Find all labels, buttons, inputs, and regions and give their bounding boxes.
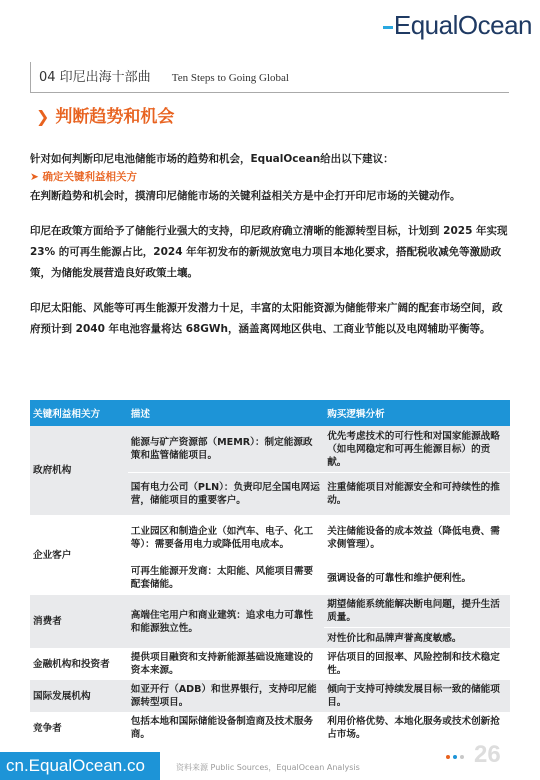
dot-icon [453,755,457,759]
party-cell: 消费者 [30,595,128,648]
party-cell: 政府机构 [30,426,128,515]
table-row [30,515,510,561]
desc-cell: 如亚开行（ADB）和世界银行，支持印尼能源转型项目。 [128,680,324,712]
desc-cell: 工业园区和制造企业（如汽车、电子、化工等）：需要备用电力或降低用电成本。 [128,515,324,561]
footer-site-link[interactable]: cn.EqualOcean.co [0,752,160,780]
footer-source: 资料来源 Public Sources，EqualOcean Analysis [176,763,360,772]
logo-text-right: cean [477,10,532,40]
section-title-text: 判断趋势和机会 [55,107,175,127]
logo-bar-icon [383,26,393,29]
paragraph-2: 印尼在政策方面给予了储能行业强大的支持，印尼政府确立清晰的能源转型目标，计划到 2025 年实现 23% 的可再生能源占比，2024 年年初发布的新规放宽电力项目本地化要求，搭配税收减免等激励政策，为储能发展营造良好政策土壤。 [30,225,508,279]
chevron-right-icon: ❯ [36,107,50,126]
table-row [30,712,510,744]
desc-cell: 可再生能源开发商：太阳能、风能项目需要配套储能。 [128,561,324,595]
party-cell: 国际发展机构 [30,680,128,712]
equalocean-logo [383,10,532,41]
desc-cell: 国有电力公司（PLN）：负责印尼全国电网运营，储能项目的重要客户。 [128,473,324,516]
table-header-cell: 描述 [128,400,324,426]
party-cell: 竞争者 [30,712,128,744]
footer-dots [446,755,467,759]
subheading [30,168,512,186]
subheading-text: 确定关键利益相关方 [42,171,137,183]
chapter-title-cn: 04 印尼出海十部曲 [39,70,151,85]
party-cell: 企业客户 [30,515,128,595]
dot-icon [446,755,450,759]
body-content [30,150,512,340]
stakeholder-table [30,400,510,744]
logic-cell: 期望储能系统能解决断电问题，提升生活质量。 [324,595,510,628]
desc-cell: 提供项目融资和支持新能源基础设施建设的资本来源。 [128,648,324,680]
triangle-right-icon: ➤ [30,171,43,183]
desc-cell: 高端住宅用户和商业建筑：追求电力可靠性和能源独立性。 [128,595,324,648]
logic-cell: 优先考虑技术的可行性和对国家能源战略（如电网稳定和可再生能源目标）的贡献。 [324,426,510,473]
logic-cell: 对性价比和品牌声誉高度敏感。 [324,628,510,649]
logic-cell: 评估项目的回报率、风险控制和技术稳定性。 [324,648,510,680]
desc-cell: 能源与矿产资源部（MEMR）：制定能源政策和监管储能项目。 [128,426,324,473]
table-row [30,680,510,712]
party-cell: 金融机构和投资者 [30,648,128,680]
logic-cell: 强调设备的可靠性和维护便利性。 [324,561,510,595]
page-number: 26 [474,741,501,768]
chapter-header [30,62,509,93]
logic-cell: 倾向于支持可持续发展目标一致的储能项目。 [324,680,510,712]
table-header-row [30,400,510,426]
dot-icon [460,755,464,759]
table-row [30,426,510,473]
logo-text-left: Equal [393,10,458,40]
desc-cell: 包括本地和国际储能设备制造商及技术服务商。 [128,712,324,744]
lead-paragraph: 针对如何判断印尼电池储能市场的趋势和机会，EqualOcean给出以下建议： [30,153,394,165]
table-header-cell: 购买逻辑分析 [324,400,510,426]
table-row [30,595,510,628]
logo-text-q: O [457,10,478,40]
chapter-title-en: Ten Steps to Going Global [171,72,289,84]
logic-cell: 利用价格优势、本地化服务或技术创新抢占市场。 [324,712,510,744]
paragraph-3: 印尼太阳能、风能等可再生能源开发潜力十足，丰富的太阳能资源为储能带来广阔的配套市场空间，政府预计到 2040 年电池容量将达 68GWh，涵盖离网地区供电、工商业节能以及电网辅助平衡等。 [30,302,503,335]
paragraph-1: 在判断趋势和机会时，摸清印尼储能市场的关键利益相关方是中企打开印尼市场的关键动作。 [30,190,461,202]
table-header-cell: 关键利益相关方 [30,400,128,426]
table-row [30,648,510,680]
logic-cell: 注重储能项目对能源安全和可持续性的推动。 [324,473,510,516]
section-title [36,102,174,127]
logic-cell: 关注储能设备的成本效益（降低电费、需求侧管理）。 [324,515,510,561]
